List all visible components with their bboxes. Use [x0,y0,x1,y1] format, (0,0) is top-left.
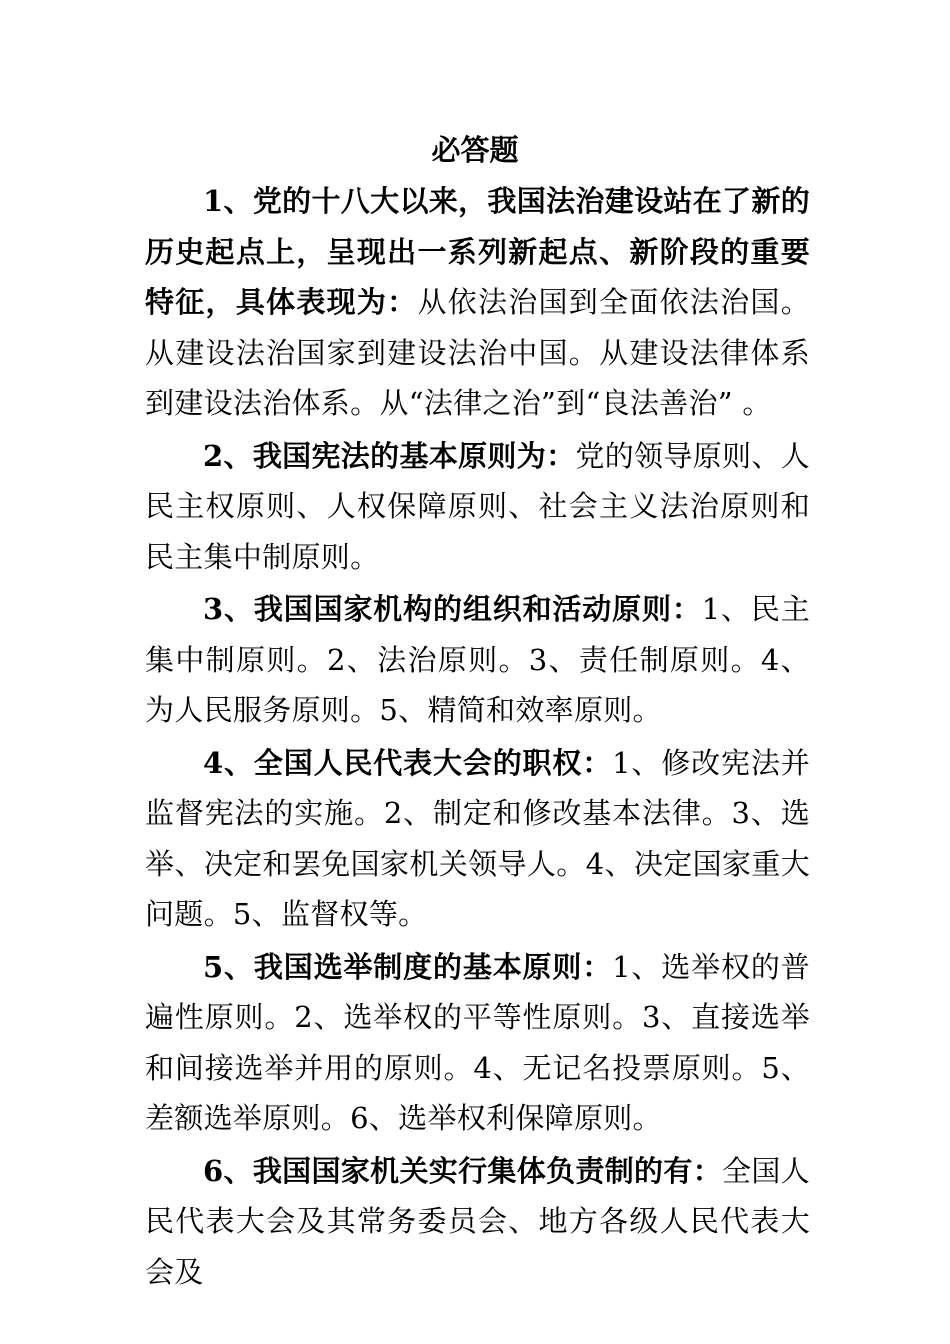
paragraph-6-lead: 6、我国国家机关实行集体负责制的有： [203,1153,723,1188]
paragraph-6-body: 全国人民代表大会及其常务委员会、地方各级人民代表大会及 [145,1153,810,1289]
paragraph-4-lead: 4、全国人民代表大会的职权： [203,745,613,780]
document-body [145,176,810,1299]
paragraph-6 [145,1146,810,1298]
paragraph-1 [145,176,810,429]
paragraph-3-lead: 3、我国国家机构的组织和活动原则： [203,592,702,626]
paragraph-4-body: 1、修改宪法并监督宪法的实施。2、制定和修改基本法律。3、选举、决定和罢免国家机关领导人。4、决定国家重大问题。5、监督权等。 [145,745,810,931]
paragraph-2 [145,431,810,583]
paragraph-5-lead: 5、我国选举制度的基本原则： [203,949,613,984]
paragraph-3-body: 1、民主集中制原则。2、法治原则。3、责任制原则。4、为人民服务原则。5、精简和效率原则。 [145,592,810,727]
paragraph-2-body: 党的领导原则、人民主权原则、人权保障原则、社会主义法治原则和民主集中制原则。 [145,438,810,574]
document-title: 必答题 [431,133,519,167]
paragraph-4 [145,738,810,940]
paragraph-1-body: 从依法治国到全面依法治国。从建设法治国家到建设法治中国。从建设法律体系到建设法治体系。从“法律之治”到“良法善治” 。 [145,285,811,420]
paragraph-5-body: 1、选举权的普遍性原则。2、选举权的平等性原则。3、直接选举和间接选举并用的原则。4、无记名投票原则。5、差额选举原则。6、选举权利保障原则。 [145,949,810,1135]
paragraph-5 [145,942,810,1144]
paragraph-2-lead: 2、我国宪法的基本原则为： [203,438,576,473]
paragraph-1-lead: 1、党的十八大以来，我国法治建设站在了新的历史起点上，呈现出一系列新起点、新阶段的重要特征，具体表现为： [145,184,810,319]
paragraph-3 [145,584,810,736]
